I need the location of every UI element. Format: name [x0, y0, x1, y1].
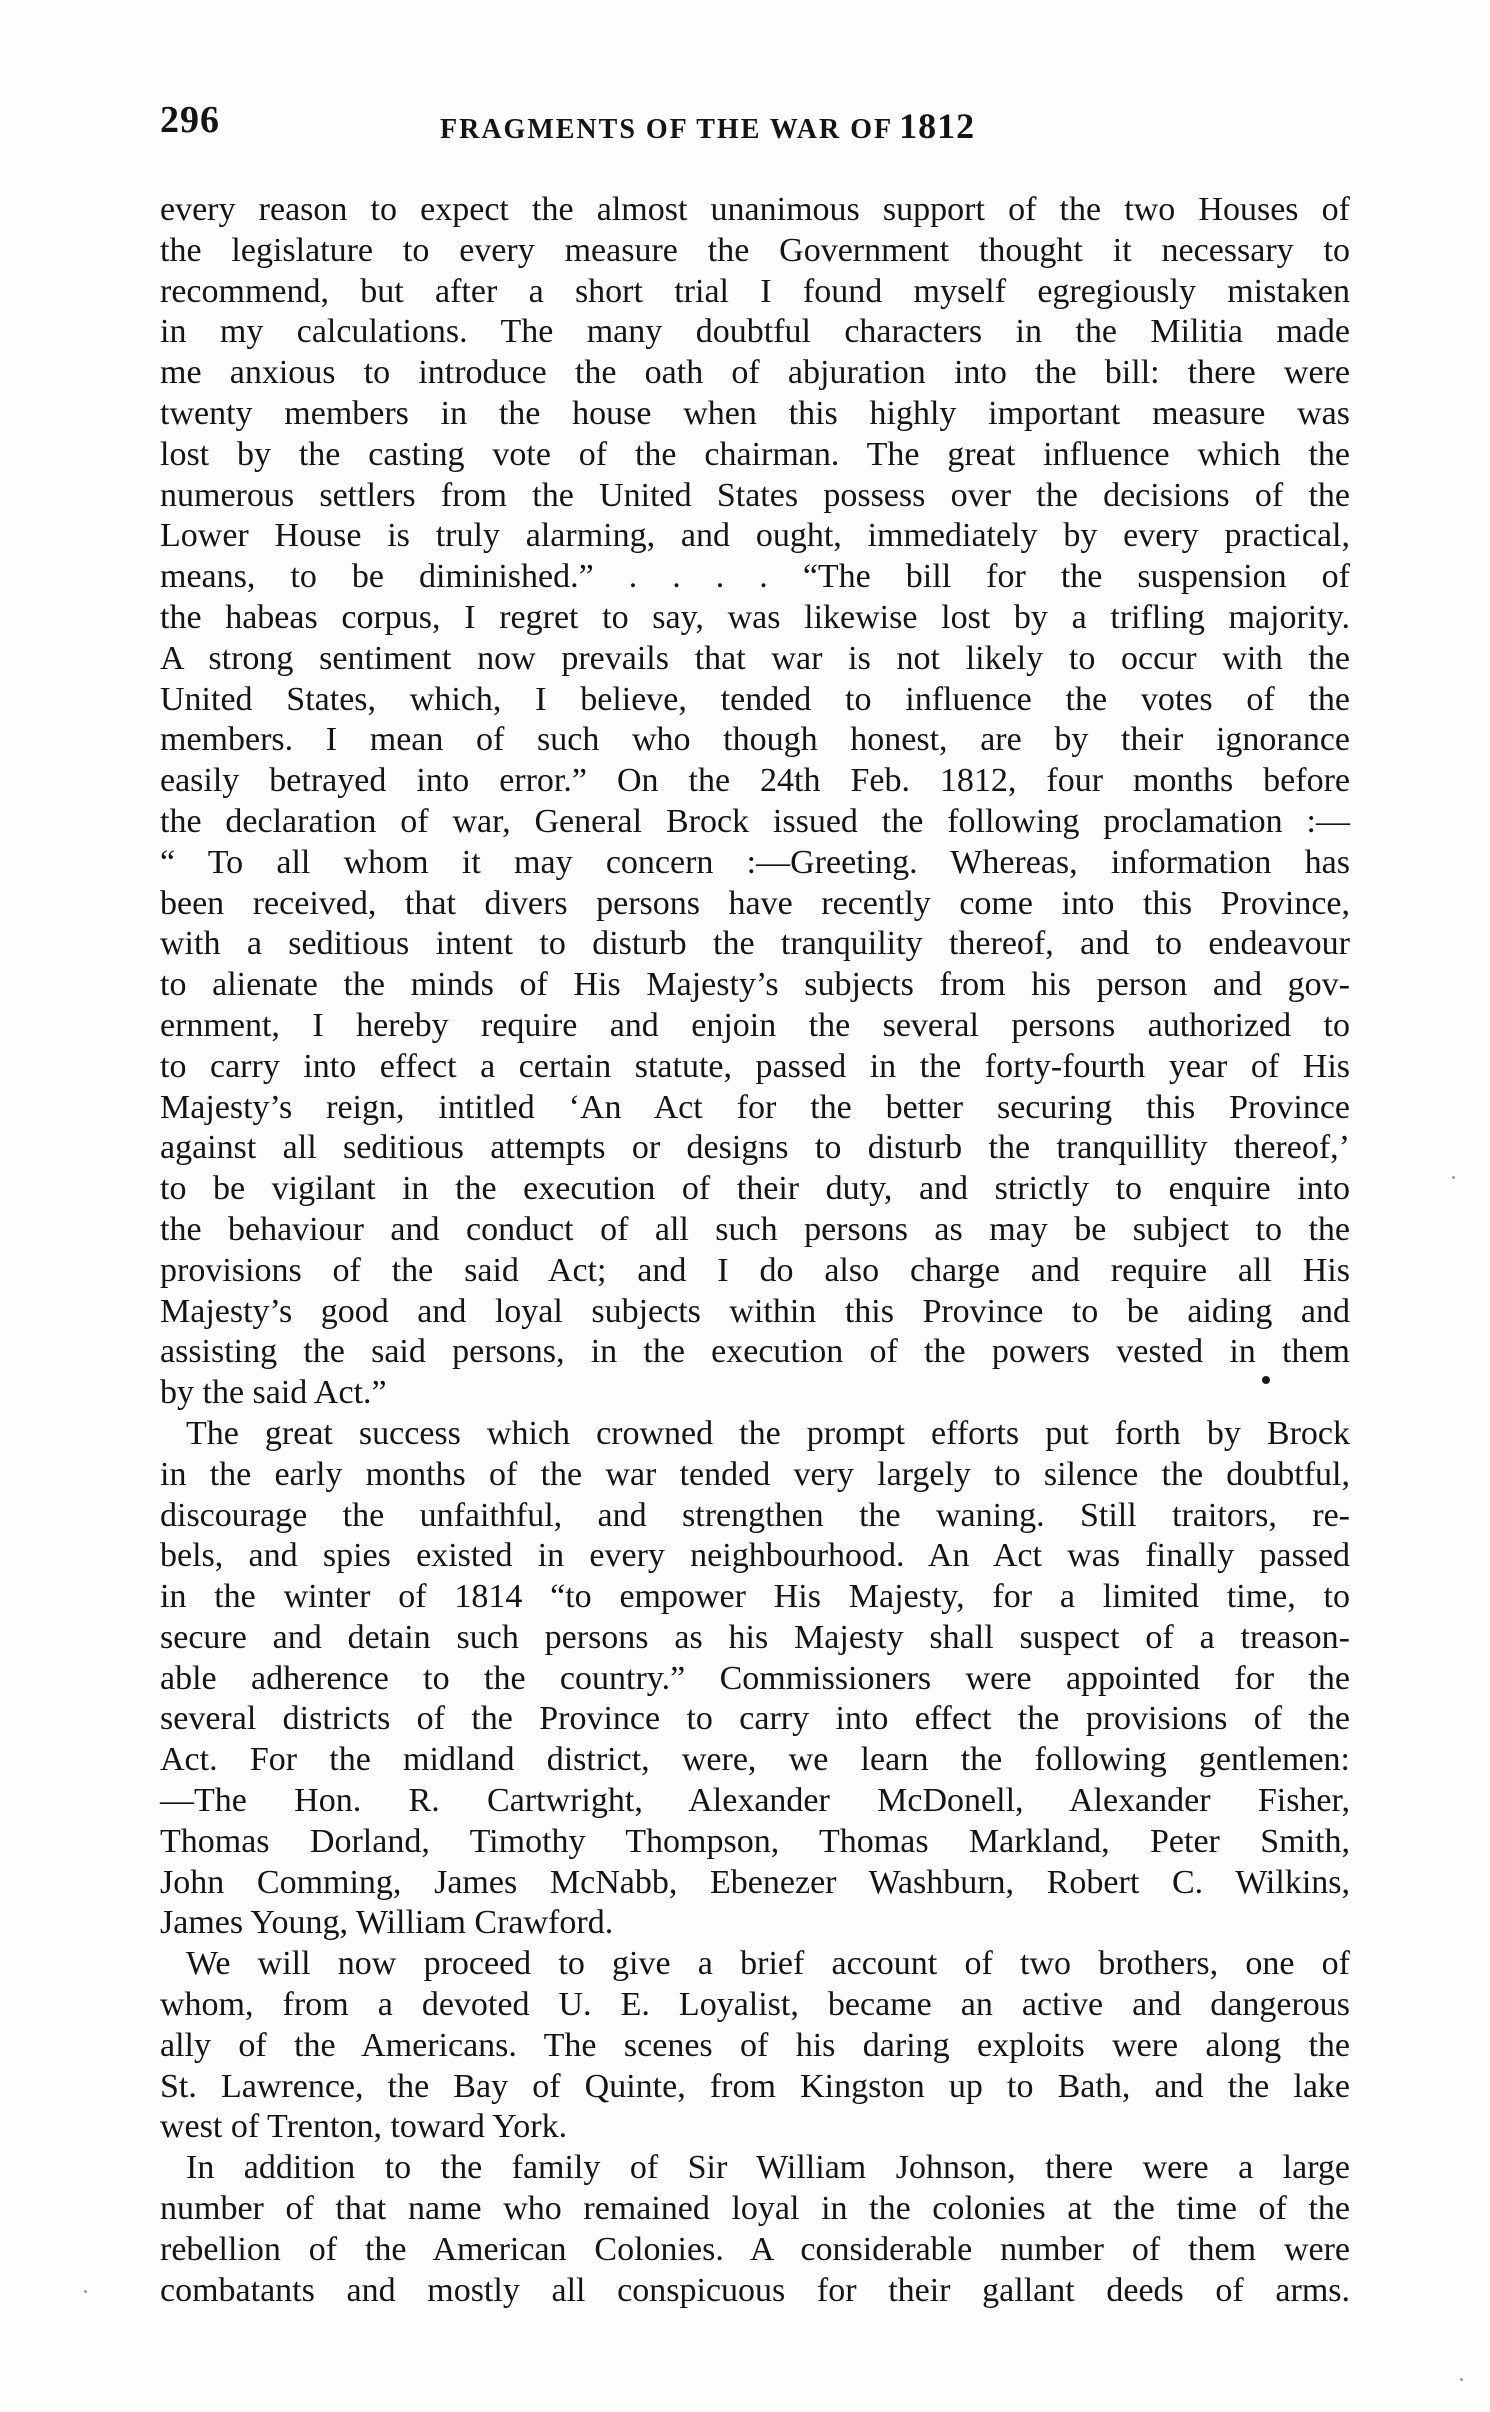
text-line: St. Lawrence, the Bay of Quinte, from Kingston up to Bath, and the lake — [160, 2067, 1350, 2105]
page-number: 296 — [160, 99, 220, 141]
text-line: every reason to expect the almost unanimous support of the two Houses of — [160, 191, 1350, 228]
text-line: the legislature to every measure the Government thought it necessary to — [160, 231, 1350, 269]
running-title-year: 1812 — [899, 106, 976, 146]
text-line: In addition to the family of Sir William Johnson, there were a large — [186, 2149, 1350, 2187]
text-line: provisions of the said Act; and I do also charge and require all His — [160, 1251, 1350, 1289]
text-line: John Comming, James McNabb, Ebenezer Washburn, Robert C. Wilkins, — [160, 1863, 1350, 1901]
text-line: rebellion of the American Colonies. A considerable number of them were — [160, 2230, 1350, 2268]
text-line: whom, from a devoted U. E. Loyalist, became an active and dangerous — [160, 1986, 1350, 2024]
text-line: numerous settlers from the United States possess over the decisions of the — [160, 476, 1350, 514]
text-line: able adherence to the country.” Commissioners were appointed for the — [160, 1659, 1350, 1697]
text-line: We will now proceed to give a brief account of two brothers, one of — [186, 1945, 1350, 1983]
text-line: Majesty’s reign, intitled ‘An Act for the better securing this Province — [160, 1088, 1350, 1126]
text-line: the habeas corpus, I regret to say, was likewise lost by a trifling majority. — [160, 598, 1350, 636]
text-line: to alienate the minds of His Majesty’s subjects from his person and gov- — [160, 966, 1350, 1004]
text-line: lost by the casting vote of the chairman. The great influence which the — [160, 435, 1350, 473]
text-line: in the winter of 1814 “to empower His Majesty, for a limited time, to — [160, 1578, 1350, 1616]
text-line: in the early months of the war tended very largely to silence the doubtful, — [160, 1455, 1350, 1493]
text-line: easily betrayed into error.” On the 24th Feb. 1812, four months before — [160, 762, 1350, 800]
text-line: ally of the Americans. The scenes of his daring exploits were along the — [160, 2026, 1350, 2064]
text-line: “ To all whom it may concern :—Greeting. Whereas, information has — [160, 843, 1350, 881]
text-line: recommend, but after a short trial I found myself egregiously mistaken — [160, 272, 1350, 310]
running-title — [440, 105, 975, 147]
text-line: ernment, I hereby require and enjoin the several persons authorized to — [160, 1006, 1350, 1044]
text-line: me anxious to introduce the oath of abjuration into the bill: there were — [160, 354, 1350, 392]
running-head — [160, 98, 1370, 146]
text-line: members. I mean of such who though honest, are by their ignorance — [160, 721, 1350, 759]
scan-speck — [1460, 2378, 1463, 2381]
text-line: James Young, William Crawford. — [160, 1904, 614, 1942]
text-line: the declaration of war, General Brock issued the following proclamation :— — [160, 802, 1350, 840]
text-line: Thomas Dorland, Timothy Thompson, Thomas Markland, Peter Smith, — [160, 1822, 1350, 1860]
text-line: combatants and mostly all conspicuous for their gallant deeds of arms. — [160, 2271, 1350, 2309]
scan-speck — [84, 2290, 87, 2293]
text-line: secure and detain such persons as his Majesty shall suspect of a treason- — [160, 1618, 1350, 1656]
text-line: Majesty’s good and loyal subjects within this Province to be aiding and — [160, 1292, 1350, 1330]
body-text — [160, 190, 1350, 2311]
running-title-text: FRAGMENTS OF THE WAR OF — [440, 114, 894, 145]
text-line: twenty members in the house when this highly important measure was — [160, 394, 1350, 432]
text-line: in my calculations. The many doubtful characters in the Militia made — [160, 313, 1350, 351]
text-line: to carry into effect a certain statute, passed in the forty-fourth year of His — [160, 1047, 1350, 1085]
text-line: United States, which, I believe, tended to influence the votes of the — [160, 680, 1350, 718]
text-line: number of that name who remained loyal in the colonies at the time of the — [160, 2190, 1350, 2228]
stray-dot-mark — [1262, 1376, 1270, 1384]
text-line: to be vigilant in the execution of their duty, and strictly to enquire into — [160, 1170, 1350, 1208]
text-line: assisting the said persons, in the execution of the powers vested in them — [160, 1333, 1350, 1371]
scan-speck — [1452, 1176, 1455, 1179]
text-line: Lower House is truly alarming, and ought, immediately by every practical, — [160, 517, 1350, 555]
text-line: been received, that divers persons have recently come into this Province, — [160, 884, 1350, 922]
text-line: the behaviour and conduct of all such persons as may be subject to the — [160, 1210, 1350, 1248]
text-line: means, to be diminished.” . . . . “The bill for the suspension of — [160, 558, 1350, 596]
text-line: —The Hon. R. Cartwright, Alexander McDonell, Alexander Fisher, — [160, 1782, 1350, 1820]
text-line: with a seditious intent to disturb the tranquility thereof, and to endeavour — [160, 925, 1350, 963]
text-line: discourage the unfaithful, and strengthen the waning. Still traitors, re- — [160, 1496, 1350, 1534]
text-line: by the said Act.” — [160, 1374, 387, 1412]
text-line: Act. For the midland district, were, we learn the following gentlemen: — [160, 1741, 1350, 1779]
text-line: bels, and spies existed in every neighbourhood. An Act was finally passed — [160, 1537, 1350, 1575]
text-line: against all seditious attempts or designs to disturb the tranquillity thereof,’ — [160, 1129, 1350, 1167]
text-line: west of Trenton, toward York. — [160, 2108, 568, 2146]
text-line: several districts of the Province to carry into effect the provisions of the — [160, 1700, 1350, 1738]
text-line: The great success which crowned the prompt efforts put forth by Brock — [186, 1414, 1350, 1452]
text-line: A strong sentiment now prevails that war is not likely to occur with the — [160, 639, 1350, 677]
